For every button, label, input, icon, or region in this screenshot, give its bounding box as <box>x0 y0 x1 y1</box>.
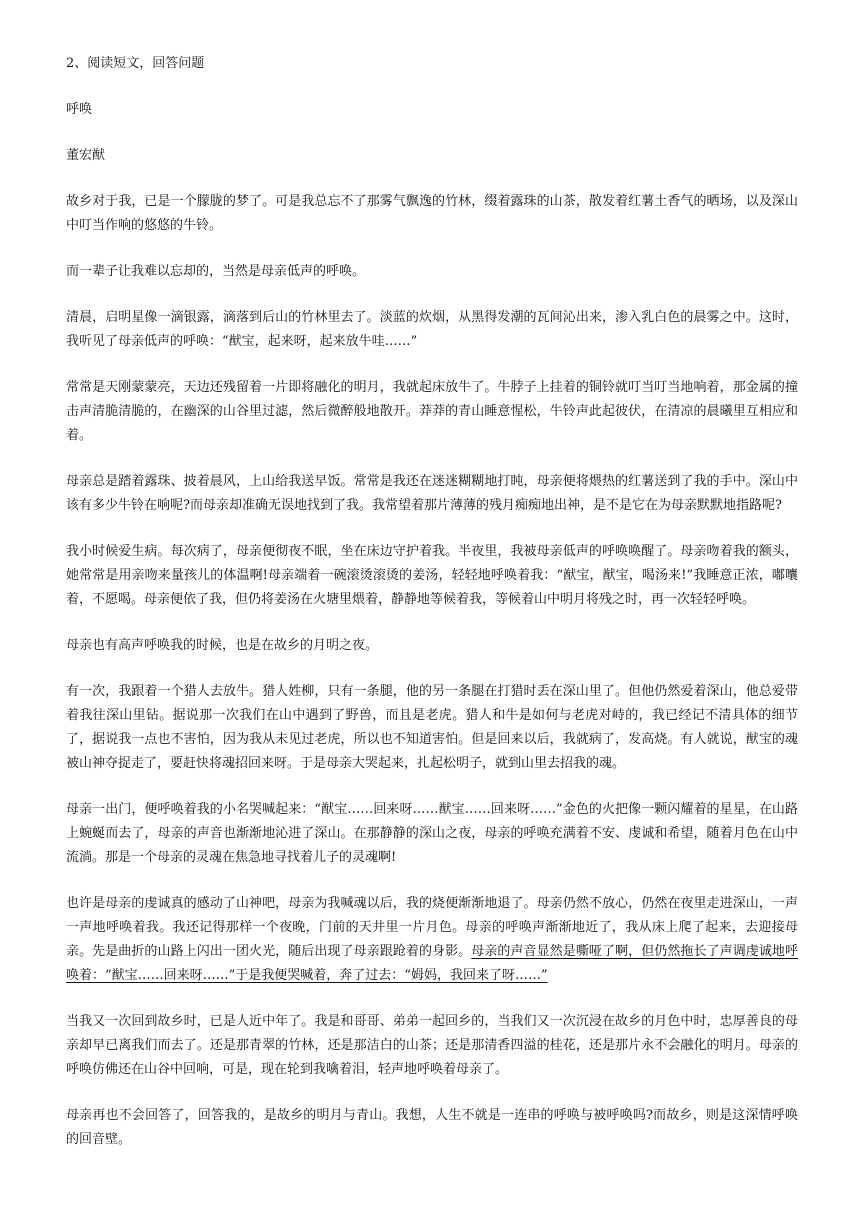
paragraph-9: 母亲一出门，便呼唤着我的小名哭喊起来：“猷宝……回来呀……猷宝……回来呀……”金色的火把像一颗闪耀着的星星，在山路上蜿蜒而去了，母亲的声音也渐渐地沁进了深山。在那静静的深山之夜，母亲的呼唤充满着不安、虔诚和希望，随着月色在山中流淌。那是一个母亲的灵魂在焦急地寻找着儿子的灵魂啊! <box>66 802 798 865</box>
paragraph-12: 母亲再也不会回答了，回答我的，是故乡的明月与青山。我想，人生不就是一连串的呼唤与被呼唤吗?而故乡，则是这深情呼唤的回音壁。 <box>66 1108 798 1147</box>
paragraph-5: 母亲总是踏着露珠、披着晨风，上山给我送早饭。常常是我还在迷迷糊糊地打盹，母亲便将煨热的红薯送到了我的手中。深山中该有多少牛铃在响呢?而母亲却准确无误地找到了我。我常望着那片薄薄的残月痴痴地出神，是不是它在为母亲默默地指路呢? <box>66 474 798 513</box>
document-body <box>66 52 798 1174</box>
essay-author: 董宏猷 <box>66 148 106 163</box>
paragraph-1: 故乡对于我，已是一个朦胧的梦了。可是我总忘不了那雾气飘逸的竹林，缀着露珠的山茶，散发着红薯土香气的晒场，以及深山中叮当作响的悠悠的牛铃。 <box>66 194 798 233</box>
question-heading: 2、阅读短文，回答问题 <box>66 56 205 71</box>
paragraph-3: 清晨，启明星像一滴银露，滴落到后山的竹林里去了。淡蓝的炊烟，从黑得发潮的瓦间沁出来，渗入乳白色的晨雾之中。这时，我听见了母亲低声的呼唤：“猷宝，起来呀，起来放牛哇……” <box>66 310 798 349</box>
paragraph-4: 常常是天刚蒙蒙亮，天边还残留着一片即将融化的明月，我就起床放牛了。牛脖子上挂着的铜铃就叮当叮当地响着，那金属的撞击声清脆清脆的，在幽深的山谷里过滤，然后微醉般地散开。莽莽的青山睡意惺松，牛铃声此起彼伏，在清凉的晨曦里互相应和着。 <box>66 380 798 443</box>
paragraph-8: 有一次，我跟着一个猎人去放牛。猎人姓柳，只有一条腿，他的另一条腿在打猎时丢在深山里了。但他仍然爱着深山，他总爱带着我往深山里钻。据说那一次我们在山中遇到了野兽，而且是老虎。猎人和牛是如何与老虎对峙的，我已经记不清具体的细节了，据说我一点也不害怕，因为我从未见过老虎，所以也不知道害怕。但是回来以后，我就病了，发高烧。有人就说，猷宝的魂被山神夺捉走了，要赶快将魂招回来呀。于是母亲大哭起来，扎起松明子，就到山里去招我的魂。 <box>66 684 798 771</box>
paragraph-7: 母亲也有高声呼唤我的时候，也是在故乡的月明之夜。 <box>66 638 379 653</box>
essay-title: 呼唤 <box>66 102 93 117</box>
paragraph-10 <box>66 892 798 988</box>
paragraph-2: 而一辈子让我难以忘却的，当然是母亲低声的呼唤。 <box>66 264 366 279</box>
underlined-sentence: 母亲的声音显然是嘶哑了啊，但仍然拖长了声调虔诚地呼唤着：“猷宝……回来呀……”于是我便哭喊着，奔了过去：“姆妈，我回来了呀……” <box>66 944 798 983</box>
paragraph-10-text: 也许是母亲的虔诚真的感动了山神吧，母亲为我喊魂以后，我的烧便渐渐地退了。母亲仍然不放心，仍然在夜里走进深山，一声一声地呼唤着我。我还记得那样一个夜晚，门前的天井里一片月色。母亲的呼唤声渐渐地近了，我从床上爬了起来，去迎接母亲。先是曲折的山路上闪出一团火光，随后出现了母亲跟跄着的身影。 <box>66 896 798 959</box>
paragraph-11: 当我又一次回到故乡时，已是人近中年了。我是和哥哥、弟弟一起回乡的，当我们又一次沉浸在故乡的月色中时，忠厚善良的母亲却早已离我们而去了。还是那青翠的竹林，还是那洁白的山茶；还是那清香四溢的桂花，还是那片永不会融化的明月。母亲的呼唤仿佛还在山谷中回响，可是，现在轮到我噙着泪，轻声地呼唤着母亲了。 <box>66 1014 798 1077</box>
paragraph-6: 我小时候爱生病。每次病了，母亲便彻夜不眠，坐在床边守护着我。半夜里，我被母亲低声的呼唤唤醒了。母亲吻着我的额头，她常常是用亲吻来量孩儿的体温啊!母亲端着一碗滚烫滚烫的姜汤，轻轻地呼唤着我：“猷宝，猷宝，喝汤来!”我睡意正浓，嘟囔着，不愿喝。母亲便依了我，但仍将姜汤在火塘里煨着，静静地等候着我，等候着山中明月将残之时，再一次轻轻呼唤。 <box>66 544 798 607</box>
